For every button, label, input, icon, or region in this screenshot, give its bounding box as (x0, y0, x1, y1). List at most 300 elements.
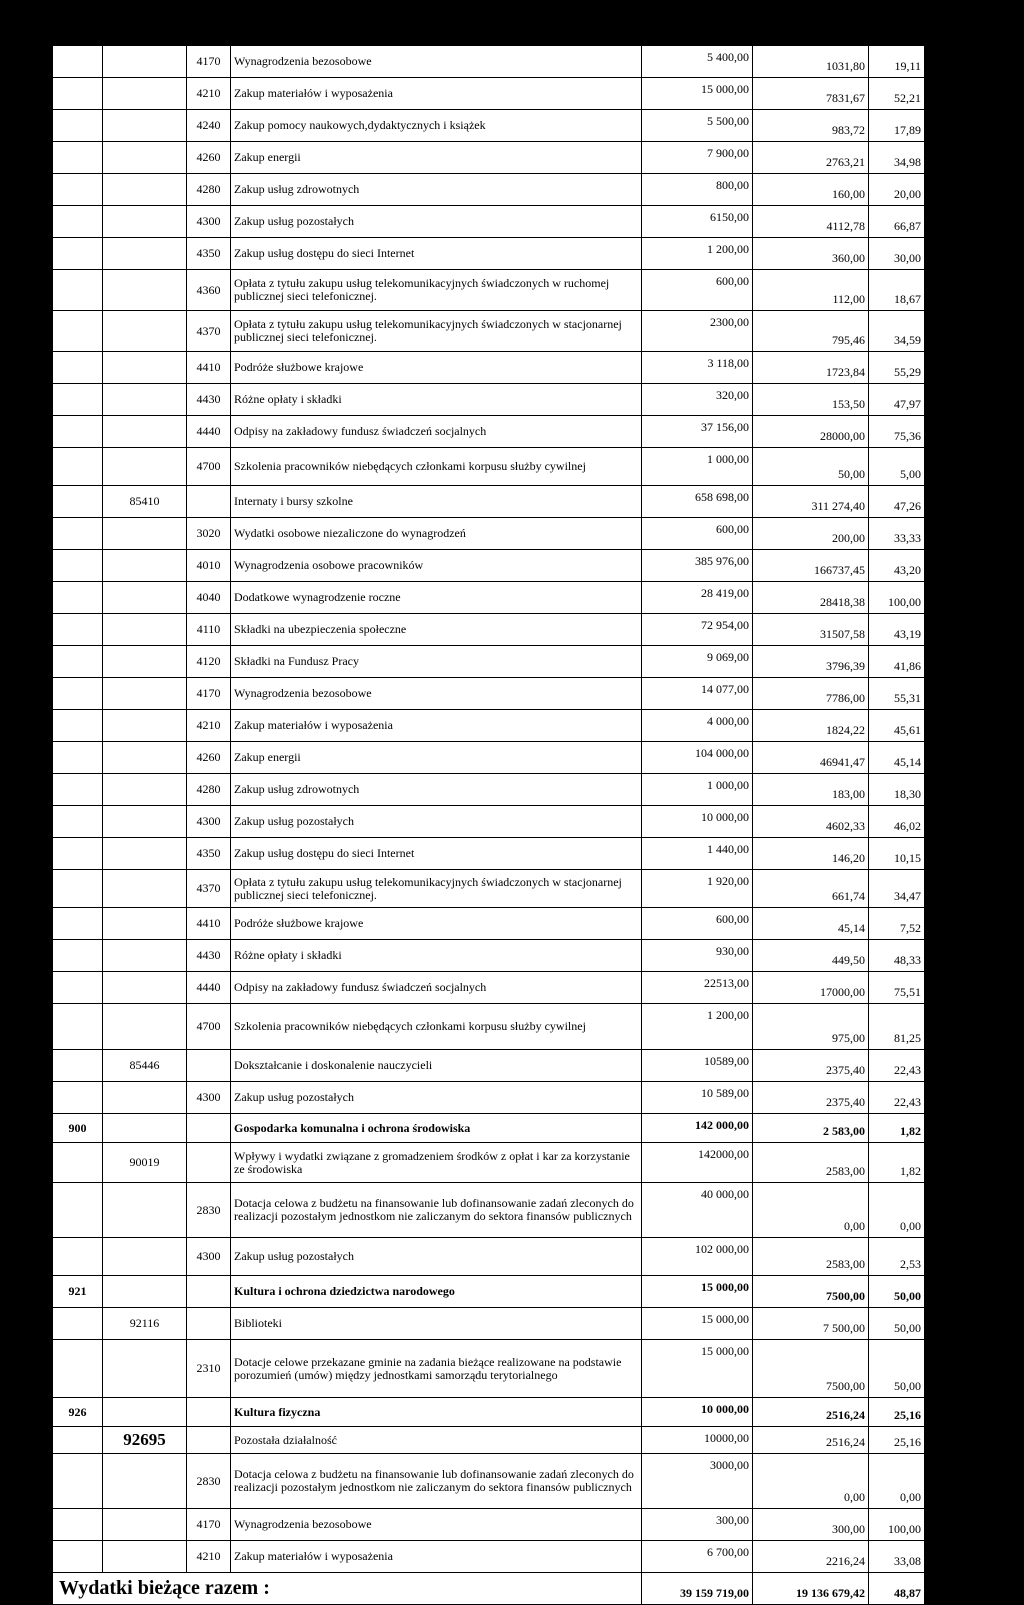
table-row (53, 78, 925, 110)
item-description: Szkolenia pracowników niebędących członkami korpusu służby cywilnej (231, 448, 642, 486)
executed-amount: 160,00 (753, 174, 869, 206)
dzial-code: 926 (53, 1398, 103, 1427)
executed-amount: 112,00 (753, 270, 869, 311)
dzial-code (53, 1050, 103, 1082)
rozdzial-code (103, 352, 187, 384)
dzial-code (53, 582, 103, 614)
plan-amount: 320,00 (642, 384, 753, 416)
dzial-code (53, 1509, 103, 1541)
rozdzial-code (103, 774, 187, 806)
dzial-code (53, 518, 103, 550)
execution-percent: 47,97 (869, 384, 925, 416)
paragraf-code: 4410 (187, 352, 231, 384)
paragraf-code: 4430 (187, 940, 231, 972)
dzial-code (53, 46, 103, 78)
paragraf-code: 4700 (187, 1004, 231, 1050)
paragraf-code: 4300 (187, 806, 231, 838)
table-row (53, 1541, 925, 1573)
rozdzial-code (103, 870, 187, 908)
execution-percent: 50,00 (869, 1308, 925, 1340)
table-row (53, 174, 925, 206)
paragraf-code (187, 1276, 231, 1308)
dzial-code (53, 908, 103, 940)
item-description: Podróże służbowe krajowe (231, 908, 642, 940)
table-row (53, 416, 925, 448)
paragraf-code: 4210 (187, 1541, 231, 1573)
plan-amount: 15 000,00 (642, 1340, 753, 1398)
rozdzial-code (103, 238, 187, 270)
executed-amount: 4602,33 (753, 806, 869, 838)
plan-amount: 600,00 (642, 518, 753, 550)
rozdzial-code (103, 582, 187, 614)
item-description: Różne opłaty i składki (231, 940, 642, 972)
item-description: Zakup materiałów i wyposażenia (231, 710, 642, 742)
item-description: Zakup pomocy naukowych,dydaktycznych i książek (231, 110, 642, 142)
paragraf-code: 4210 (187, 78, 231, 110)
dzial-code (53, 646, 103, 678)
item-description: Dodatkowe wynagrodzenie roczne (231, 582, 642, 614)
plan-amount: 10589,00 (642, 1050, 753, 1082)
table-row (53, 1276, 925, 1308)
item-description: Wynagrodzenia bezosobowe (231, 1509, 642, 1541)
item-description: Kultura fizyczna (231, 1398, 642, 1427)
executed-amount: 2375,40 (753, 1082, 869, 1114)
table-row (53, 1427, 925, 1454)
execution-percent: 1,82 (869, 1114, 925, 1143)
item-description: Zakup energii (231, 742, 642, 774)
item-description: Wynagrodzenia bezosobowe (231, 678, 642, 710)
dzial-code (53, 774, 103, 806)
executed-amount: 45,14 (753, 908, 869, 940)
execution-percent: 22,43 (869, 1082, 925, 1114)
dzial-code (53, 742, 103, 774)
item-description: Internaty i bursy szkolne (231, 486, 642, 518)
dzial-code (53, 972, 103, 1004)
rozdzial-code: 85446 (103, 1050, 187, 1082)
total-label: Wydatki bieżące razem : (53, 1573, 642, 1605)
rozdzial-code (103, 710, 187, 742)
item-description: Zakup usług dostępu do sieci Internet (231, 238, 642, 270)
dzial-code (53, 352, 103, 384)
rozdzial-code (103, 270, 187, 311)
plan-amount: 4 000,00 (642, 710, 753, 742)
rozdzial-code: 90019 (103, 1143, 187, 1183)
dzial-code (53, 206, 103, 238)
execution-percent: 50,00 (869, 1340, 925, 1398)
dzial-code (53, 78, 103, 110)
execution-percent: 43,19 (869, 614, 925, 646)
total-plan: 39 159 719,00 (642, 1573, 753, 1605)
table-row (53, 1238, 925, 1276)
execution-percent: 33,08 (869, 1541, 925, 1573)
table-row (53, 1143, 925, 1183)
rozdzial-code (103, 806, 187, 838)
paragraf-code: 4280 (187, 174, 231, 206)
executed-amount: 4112,78 (753, 206, 869, 238)
plan-amount: 10000,00 (642, 1427, 753, 1454)
execution-percent: 45,14 (869, 742, 925, 774)
executed-amount: 28418,38 (753, 582, 869, 614)
executed-amount: 1723,84 (753, 352, 869, 384)
executed-amount: 50,00 (753, 448, 869, 486)
executed-amount: 2583,00 (753, 1143, 869, 1183)
executed-amount: 975,00 (753, 1004, 869, 1050)
plan-amount: 28 419,00 (642, 582, 753, 614)
rozdzial-code: 92116 (103, 1308, 187, 1340)
paragraf-code: 4170 (187, 1509, 231, 1541)
execution-percent: 25,16 (869, 1398, 925, 1427)
rozdzial-code (103, 1398, 187, 1427)
paragraf-code: 4300 (187, 206, 231, 238)
executed-amount: 153,50 (753, 384, 869, 416)
plan-amount: 1 000,00 (642, 774, 753, 806)
item-description: Opłata z tytułu zakupu usług telekomunikacyjnych świadczonych w stacjonarnej publicznej sieci telefonicznej. (231, 311, 642, 352)
table-row (53, 582, 925, 614)
paragraf-code: 2310 (187, 1340, 231, 1398)
item-description: Zakup usług zdrowotnych (231, 174, 642, 206)
execution-percent: 1,82 (869, 1143, 925, 1183)
item-description: Wynagrodzenia osobowe pracowników (231, 550, 642, 582)
item-description: Odpisy na zakładowy fundusz świadczeń socjalnych (231, 972, 642, 1004)
dzial-code (53, 486, 103, 518)
plan-amount: 7 900,00 (642, 142, 753, 174)
table-row (53, 1050, 925, 1082)
plan-amount: 72 954,00 (642, 614, 753, 646)
execution-percent: 81,25 (869, 1004, 925, 1050)
rozdzial-code (103, 972, 187, 1004)
executed-amount: 7500,00 (753, 1276, 869, 1308)
executed-amount: 31507,58 (753, 614, 869, 646)
table-row (53, 710, 925, 742)
budget-table (52, 45, 925, 1605)
executed-amount: 3796,39 (753, 646, 869, 678)
paragraf-code: 4360 (187, 270, 231, 311)
rozdzial-code (103, 142, 187, 174)
paragraf-code: 4170 (187, 678, 231, 710)
dzial-code (53, 550, 103, 582)
rozdzial-code (103, 838, 187, 870)
rozdzial-code (103, 1509, 187, 1541)
table-row (53, 448, 925, 486)
executed-amount: 7786,00 (753, 678, 869, 710)
plan-amount: 600,00 (642, 908, 753, 940)
item-description: Składki na ubezpieczenia społeczne (231, 614, 642, 646)
execution-percent: 100,00 (869, 1509, 925, 1541)
table-row (53, 518, 925, 550)
paragraf-code: 4280 (187, 774, 231, 806)
execution-percent: 55,29 (869, 352, 925, 384)
executed-amount: 0,00 (753, 1183, 869, 1238)
item-description: Wydatki osobowe niezaliczone do wynagrodzeń (231, 518, 642, 550)
dzial-code (53, 1082, 103, 1114)
plan-amount: 15 000,00 (642, 1276, 753, 1308)
table-row (53, 838, 925, 870)
total-pct: 48,87 (869, 1573, 925, 1605)
paragraf-code: 4300 (187, 1082, 231, 1114)
execution-percent: 45,61 (869, 710, 925, 742)
dzial-code (53, 710, 103, 742)
dzial-code (53, 416, 103, 448)
paragraf-code: 4700 (187, 448, 231, 486)
table-row (53, 352, 925, 384)
rozdzial-code (103, 1183, 187, 1238)
execution-percent: 10,15 (869, 838, 925, 870)
paragraf-code: 4010 (187, 550, 231, 582)
paragraf-code: 4300 (187, 1238, 231, 1276)
rozdzial-code (103, 940, 187, 972)
execution-percent: 25,16 (869, 1427, 925, 1454)
paragraf-code (187, 1427, 231, 1454)
dzial-code (53, 1541, 103, 1573)
execution-percent: 50,00 (869, 1276, 925, 1308)
total-exec: 19 136 679,42 (753, 1573, 869, 1605)
rozdzial-code: 85410 (103, 486, 187, 518)
table-row (53, 46, 925, 78)
plan-amount: 2300,00 (642, 311, 753, 352)
rozdzial-code (103, 311, 187, 352)
dzial-code (53, 940, 103, 972)
rozdzial-code (103, 518, 187, 550)
item-description: Odpisy na zakładowy fundusz świadczeń socjalnych (231, 416, 642, 448)
execution-percent: 34,98 (869, 142, 925, 174)
rozdzial-code (103, 908, 187, 940)
dzial-code (53, 1454, 103, 1509)
executed-amount: 17000,00 (753, 972, 869, 1004)
item-description: Pozostała działalność (231, 1427, 642, 1454)
table-row (53, 270, 925, 311)
rozdzial-code (103, 614, 187, 646)
table-row (53, 678, 925, 710)
item-description: Zakup materiałów i wyposażenia (231, 1541, 642, 1573)
executed-amount: 7831,67 (753, 78, 869, 110)
dzial-code (53, 1308, 103, 1340)
table-row (53, 806, 925, 838)
plan-amount: 3000,00 (642, 1454, 753, 1509)
table-row (53, 550, 925, 582)
table-row (53, 238, 925, 270)
paragraf-code: 2830 (187, 1183, 231, 1238)
table-row (53, 384, 925, 416)
plan-amount: 6 700,00 (642, 1541, 753, 1573)
paragraf-code (187, 1114, 231, 1143)
plan-amount: 800,00 (642, 174, 753, 206)
plan-amount: 385 976,00 (642, 550, 753, 582)
executed-amount: 28000,00 (753, 416, 869, 448)
executed-amount: 795,46 (753, 311, 869, 352)
execution-percent: 5,00 (869, 448, 925, 486)
rozdzial-code (103, 416, 187, 448)
execution-percent: 41,86 (869, 646, 925, 678)
plan-amount: 142000,00 (642, 1143, 753, 1183)
table-row (53, 972, 925, 1004)
item-description: Zakup usług dostępu do sieci Internet (231, 838, 642, 870)
plan-amount: 10 589,00 (642, 1082, 753, 1114)
paragraf-code: 4260 (187, 142, 231, 174)
executed-amount: 2516,24 (753, 1398, 869, 1427)
table-row (53, 774, 925, 806)
executed-amount: 300,00 (753, 1509, 869, 1541)
total-row (53, 1573, 925, 1605)
paragraf-code (187, 486, 231, 518)
executed-amount: 360,00 (753, 238, 869, 270)
execution-percent: 17,89 (869, 110, 925, 142)
dzial-code: 900 (53, 1114, 103, 1143)
execution-percent: 66,87 (869, 206, 925, 238)
table-row (53, 908, 925, 940)
rozdzial-code (103, 1340, 187, 1398)
table-row (53, 486, 925, 518)
rozdzial-code: 92695 (103, 1427, 187, 1454)
table-row (53, 1183, 925, 1238)
dzial-code (53, 614, 103, 646)
table-row (53, 614, 925, 646)
item-description: Kultura i ochrona dziedzictwa narodowego (231, 1276, 642, 1308)
execution-percent: 19,11 (869, 46, 925, 78)
plan-amount: 15 000,00 (642, 1308, 753, 1340)
paragraf-code: 4210 (187, 710, 231, 742)
plan-amount: 37 156,00 (642, 416, 753, 448)
dzial-code (53, 448, 103, 486)
rozdzial-code (103, 678, 187, 710)
plan-amount: 14 077,00 (642, 678, 753, 710)
execution-percent: 22,43 (869, 1050, 925, 1082)
dzial-code (53, 270, 103, 311)
plan-amount: 5 500,00 (642, 110, 753, 142)
dzial-code (53, 806, 103, 838)
item-description: Zakup usług pozostałych (231, 806, 642, 838)
plan-amount: 9 069,00 (642, 646, 753, 678)
execution-percent: 48,33 (869, 940, 925, 972)
item-description: Zakup usług pozostałych (231, 1082, 642, 1114)
executed-amount: 449,50 (753, 940, 869, 972)
rozdzial-code (103, 1541, 187, 1573)
executed-amount: 2375,40 (753, 1050, 869, 1082)
rozdzial-code (103, 1004, 187, 1050)
item-description: Dotacja celowa z budżetu na finansowanie lub dofinansowanie zadań zleconych do realizacji pozostałym jednostkom nie zaliczanym do sektora finansów publicznych (231, 1183, 642, 1238)
executed-amount: 1824,22 (753, 710, 869, 742)
plan-amount: 6150,00 (642, 206, 753, 238)
executed-amount: 2763,21 (753, 142, 869, 174)
plan-amount: 5 400,00 (642, 46, 753, 78)
plan-amount: 22513,00 (642, 972, 753, 1004)
rozdzial-code (103, 1454, 187, 1509)
table-row (53, 1340, 925, 1398)
item-description: Wynagrodzenia bezosobowe (231, 46, 642, 78)
executed-amount: 146,20 (753, 838, 869, 870)
rozdzial-code (103, 46, 187, 78)
plan-amount: 658 698,00 (642, 486, 753, 518)
table-row (53, 870, 925, 908)
execution-percent: 43,20 (869, 550, 925, 582)
budget-table-page (52, 45, 924, 1605)
paragraf-code: 4350 (187, 838, 231, 870)
paragraf-code: 4440 (187, 416, 231, 448)
item-description: Biblioteki (231, 1308, 642, 1340)
table-row (53, 1398, 925, 1427)
dzial-code (53, 678, 103, 710)
plan-amount: 1 200,00 (642, 1004, 753, 1050)
table-row (53, 110, 925, 142)
item-description: Składki na Fundusz Pracy (231, 646, 642, 678)
paragraf-code (187, 1050, 231, 1082)
rozdzial-code (103, 1082, 187, 1114)
executed-amount: 2216,24 (753, 1541, 869, 1573)
rozdzial-code (103, 384, 187, 416)
rozdzial-code (103, 1238, 187, 1276)
item-description: Szkolenia pracowników niebędących członkami korpusu służby cywilnej (231, 1004, 642, 1050)
execution-percent: 7,52 (869, 908, 925, 940)
paragraf-code (187, 1398, 231, 1427)
execution-percent: 2,53 (869, 1238, 925, 1276)
item-description: Różne opłaty i składki (231, 384, 642, 416)
plan-amount: 10 000,00 (642, 1398, 753, 1427)
dzial-code (53, 1238, 103, 1276)
paragraf-code: 2830 (187, 1454, 231, 1509)
item-description: Zakup usług pozostałych (231, 1238, 642, 1276)
paragraf-code: 4120 (187, 646, 231, 678)
plan-amount: 142 000,00 (642, 1114, 753, 1143)
dzial-code (53, 1004, 103, 1050)
execution-percent: 34,59 (869, 311, 925, 352)
execution-percent: 20,00 (869, 174, 925, 206)
dzial-code (53, 384, 103, 416)
dzial-code (53, 110, 103, 142)
table-row (53, 1082, 925, 1114)
plan-amount: 1 200,00 (642, 238, 753, 270)
execution-percent: 46,02 (869, 806, 925, 838)
executed-amount: 46941,47 (753, 742, 869, 774)
item-description: Zakup energii (231, 142, 642, 174)
paragraf-code: 3020 (187, 518, 231, 550)
paragraf-code: 4260 (187, 742, 231, 774)
executed-amount: 0,00 (753, 1454, 869, 1509)
plan-amount: 600,00 (642, 270, 753, 311)
plan-amount: 40 000,00 (642, 1183, 753, 1238)
execution-percent: 0,00 (869, 1183, 925, 1238)
dzial-code (53, 1427, 103, 1454)
execution-percent: 55,31 (869, 678, 925, 710)
dzial-code (53, 174, 103, 206)
table-row (53, 142, 925, 174)
execution-percent: 75,51 (869, 972, 925, 1004)
table-row (53, 206, 925, 238)
dzial-code: 921 (53, 1276, 103, 1308)
item-description: Dotacja celowa z budżetu na finansowanie lub dofinansowanie zadań zleconych do realizacji pozostałym jednostkom nie zaliczanym do sektora finansów publicznych (231, 1454, 642, 1509)
plan-amount: 300,00 (642, 1509, 753, 1541)
rozdzial-code (103, 78, 187, 110)
item-description: Dotacje celowe przekazane gminie na zadania bieżące realizowane na podstawie porozumień (umów) między jednostkami samorządu terytorialnego (231, 1340, 642, 1398)
plan-amount: 1 000,00 (642, 448, 753, 486)
executed-amount: 7500,00 (753, 1340, 869, 1398)
execution-percent: 100,00 (869, 582, 925, 614)
execution-percent: 33,33 (869, 518, 925, 550)
table-row (53, 1509, 925, 1541)
item-description: Gospodarka komunalna i ochrona środowiska (231, 1114, 642, 1143)
item-description: Podróże służbowe krajowe (231, 352, 642, 384)
table-row (53, 742, 925, 774)
executed-amount: 183,00 (753, 774, 869, 806)
plan-amount: 1 920,00 (642, 870, 753, 908)
paragraf-code: 4370 (187, 870, 231, 908)
executed-amount: 661,74 (753, 870, 869, 908)
dzial-code (53, 238, 103, 270)
paragraf-code: 4040 (187, 582, 231, 614)
execution-percent: 47,26 (869, 486, 925, 518)
dzial-code (53, 1143, 103, 1183)
paragraf-code: 4430 (187, 384, 231, 416)
table-body (53, 46, 925, 1573)
rozdzial-code (103, 206, 187, 238)
